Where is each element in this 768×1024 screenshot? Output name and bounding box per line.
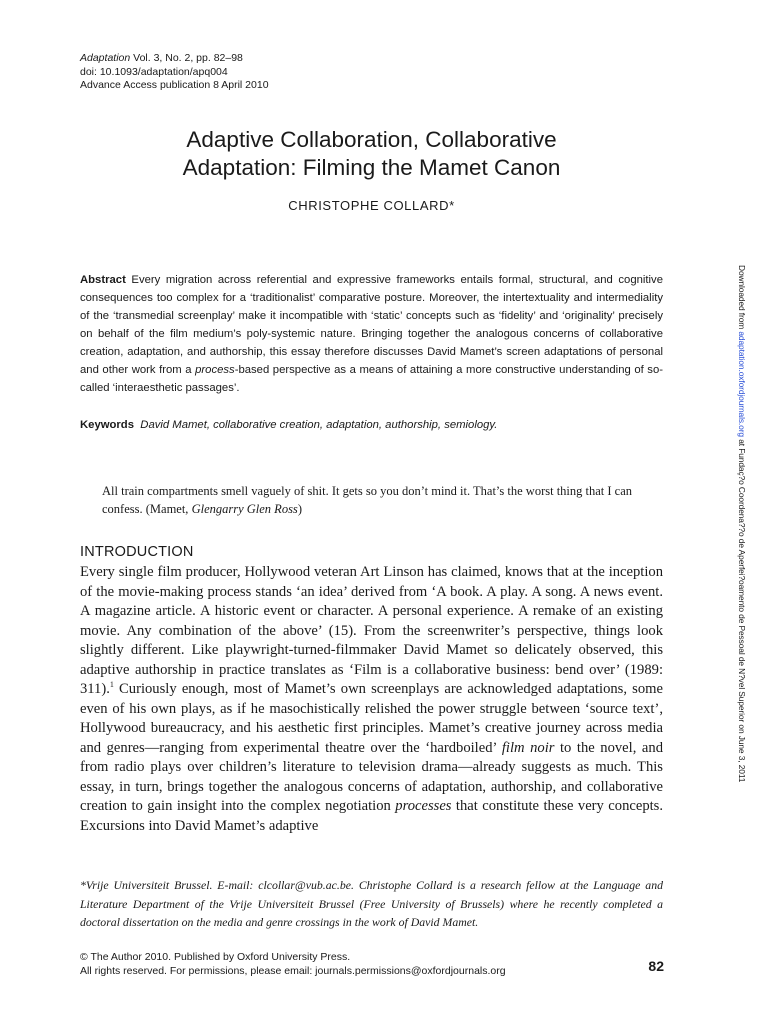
title-line-1: Adaptive Collaboration, Collaborative [186, 127, 557, 152]
copyright-line-2: All rights reserved. For permissions, please email: journals.permissions@oxfordjournals.org [80, 965, 506, 977]
copyright-line-1: © The Author 2010. Published by Oxford University Press. [80, 951, 351, 963]
page-number: 82 [648, 958, 664, 974]
abstract-label: Abstract [80, 274, 126, 286]
footnote-marker[interactable]: 1 [109, 680, 114, 690]
abstract-emphasis: process [195, 364, 235, 376]
journal-citation [80, 52, 269, 66]
download-watermark [735, 265, 749, 783]
epigraph-text: All train compartments smell vaguely of shit. It gets so you don’t mind it. That’s the worst thing that I can confess. (Mamet, [102, 484, 633, 516]
keywords-label: Keywords [80, 419, 134, 431]
download-note-text [737, 265, 747, 782]
body-part-3: to the novel, and from radio plays over children’s literature to television drama—already suggests as much. This essay, in turn, brings together the analogous concerns of adaptation, authorship, and collaborative creation to gain insight into the complex negotiation [80, 739, 663, 814]
epigraph-closing: ) [297, 502, 302, 516]
keywords [80, 416, 663, 434]
download-link[interactable]: adaptation.oxfordjournals.org [737, 331, 747, 437]
article-title [80, 126, 663, 182]
body-part-2: Curiously enough, most of Mamet’s own screenplays are acknowledged adaptations, some even of his own plays, as if he masochistically relished the power struggle between ‘source text’, Hollywood bureaucracy, and his aesthetic first principles. Mamet’s creative journey across media and genres—ranging from experimental theatre over the ‘hardboiled’ [80, 681, 663, 756]
epigraph [102, 482, 657, 518]
section-heading: INTRODUCTION [80, 544, 194, 560]
doi: doi: 10.1093/adaptation/apq004 [80, 65, 228, 78]
copyright [80, 950, 506, 978]
journal-meta [80, 52, 269, 93]
body-part-1: Every single film producer, Hollywood veteran Art Linson has claimed, knows that at the inception of the movie-making process stands ‘an idea’ derived from ‘A book. A play. A song. A news event. A magazine article. A historic event or character. A personal experience. A remake of an existing movie. Any combination of the above’ (15). From the screenwriter’s perspective, things look slightly different. Like playwright-turned-filmmaker David Mamet so delicately observed, this adaptive authorship in practice translates as ‘Film is a collaborative business: bend over’ (1989: 311). [80, 564, 663, 697]
epigraph-source-title: Glengarry Glen Ross [191, 502, 298, 516]
title-line-2: Adaptation: Filming the Mamet Canon [182, 155, 561, 180]
author-footnote: *Vrije Universiteit Brussel. E-mail: clcollar@vub.ac.be. Christophe Collard is a research fellow at the Language and Literature Department of the Vrije Universiteit Brussel (Free University of Brussels) where he recently completed a doctoral dissertation on the media and genre crossings in the work of David Mamet. [80, 878, 663, 929]
body-part-4: that constitute these very concepts. Excursions into David Mamet’s adaptive [80, 798, 663, 834]
body-text [80, 563, 663, 836]
keywords-text: David Mamet, collaborative creation, adaptation, authorship, semiology. [140, 419, 498, 431]
journal-name: Adaptation [80, 52, 131, 64]
abstract-text-1: Every migration across referential and expressive frameworks entails formal, structural, and cognitive consequences too complex for a ‘traditionalist’ comparative posture. Moreover, the intertextuality and intermediality of the ‘transmedial screenplay’ make it incompatible with ‘static’ concepts such as ‘fidelity’ and ‘originality’ precisely on behalf of the film medium’s poly-systemic nature. Bringing together the analogous concerns of collaborative creation, adaptation, and authorship, this essay therefore discusses David Mamet’s screen adaptations of personal and other work from a [80, 274, 663, 376]
download-prefix: Downloaded from [737, 265, 747, 332]
abstract-text-2: -based perspective as a means of attaining a more constructive understanding of so-called ‘interaesthetic passages’. [80, 364, 663, 394]
journal-details: Vol. 3, No. 2, pp. 82–98 [133, 52, 243, 64]
abstract [80, 271, 663, 397]
advance-access: Advance Access publication 8 April 2010 [80, 79, 269, 91]
emphasis-processes: processes [395, 798, 452, 814]
emphasis-film-noir: film noir [501, 739, 555, 756]
author-name: CHRISTOPHE COLLARD* [288, 198, 455, 213]
download-suffix: at Fundaç?o Coordena??o de Aperfei?oamento de Pessoal de N?vel Superior on June 3, 2011 [737, 436, 747, 783]
